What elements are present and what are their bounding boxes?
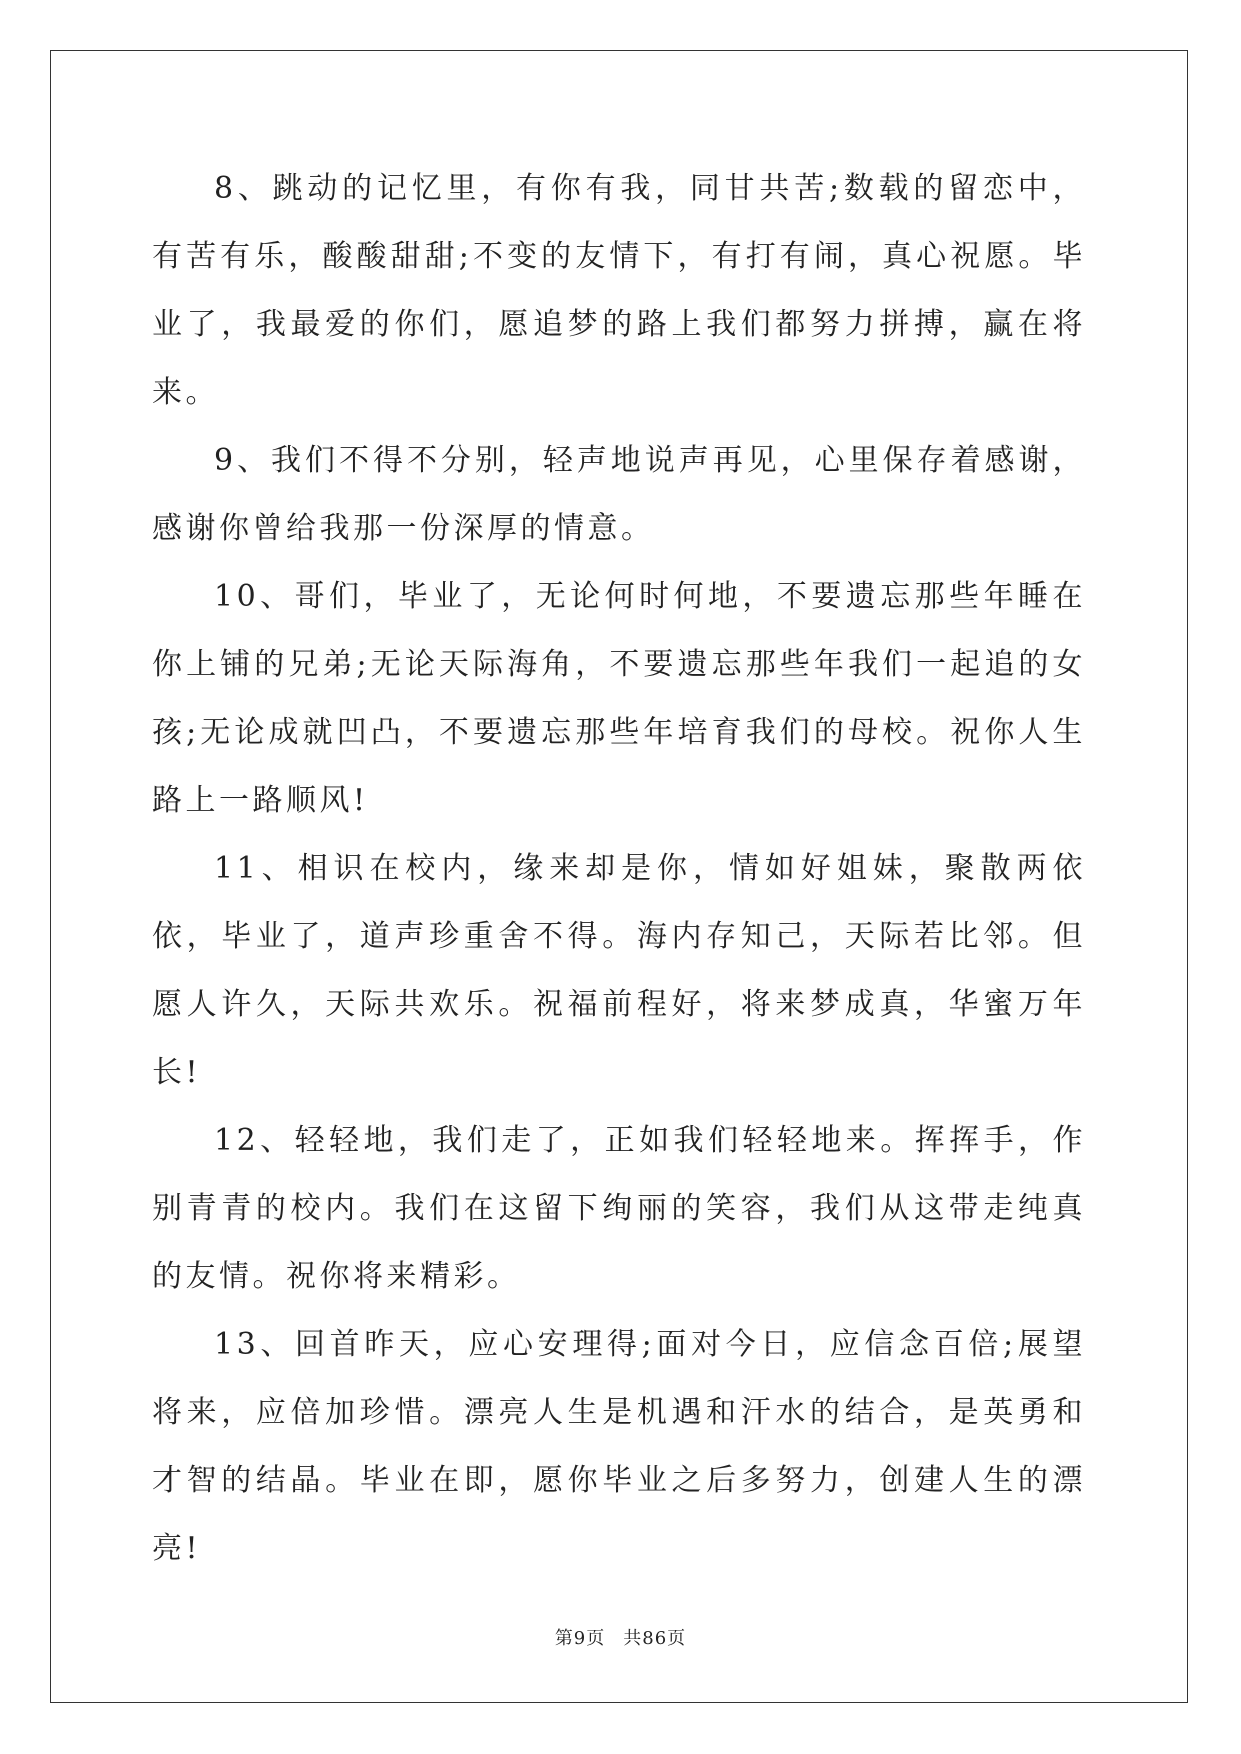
paragraph-12: 12、轻轻地，我们走了，正如我们轻轻地来。挥挥手，作别青青的校内。我们在这留下绚丽的笑容，我们从这带走纯真的友情。祝你将来精彩。 — [152, 1123, 1086, 1294]
page-number: 第9页 — [554, 1628, 606, 1649]
paragraph-13: 13、回首昨天，应心安理得;面对今日，应信念百倍;展望将来，应倍加珍惜。漂亮人生是机遇和汗水的结合，是英勇和才智的结晶。毕业在即，愿你毕业之后多努力，创建人生的漂亮! — [152, 1327, 1086, 1566]
paragraph-9: 9、我们不得不分别，轻声地说声再见，心里保存着感谢，感谢你曾给我那一份深厚的情意。 — [152, 443, 1086, 546]
document-body — [152, 155, 1086, 1583]
page-total: 共86页 — [623, 1628, 687, 1649]
paragraph-10: 10、哥们，毕业了，无论何时何地，不要遗忘那些年睡在你上铺的兄弟;无论天际海角，不要遗忘那些年我们一起追的女孩;无论成就凹凸，不要遗忘那些年培育我们的母校。祝你人生路上一路顺风! — [152, 579, 1086, 818]
page-footer — [0, 1624, 1241, 1650]
paragraph-11: 11、相识在校内，缘来却是你，情如好姐妹，聚散两依依，毕业了，道声珍重舍不得。海内存知己，天际若比邻。但愿人许久，天际共欢乐。祝福前程好，将来梦成真，华蜜万年长! — [152, 851, 1086, 1090]
paragraph-8: 8、跳动的记忆里，有你有我，同甘共苦;数载的留恋中，有苦有乐，酸酸甜甜;不变的友情下，有打有闹，真心祝愿。毕业了，我最爱的你们，愿追梦的路上我们都努力拼搏，赢在将来。 — [152, 171, 1086, 410]
